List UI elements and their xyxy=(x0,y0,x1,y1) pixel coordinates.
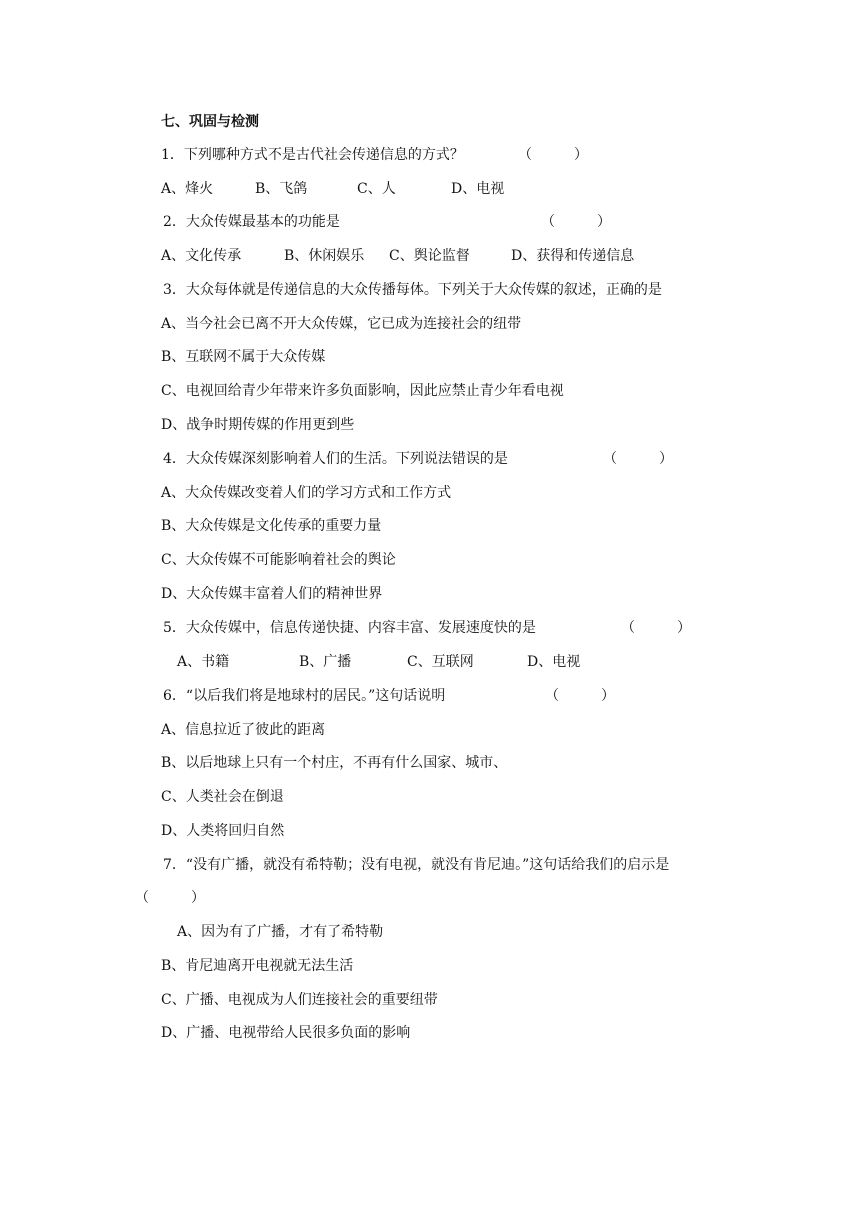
question-6-option-b: B、以后地球上只有一个村庄，不再有什么国家、城市、 xyxy=(161,755,508,771)
question-3-option-c: C、电视回给青少年带来许多负面影响，因此应禁止青少年看电视 xyxy=(161,383,564,399)
question-6-option-d: D、人类将回归自然 xyxy=(161,823,285,839)
question-4-answer-blank: （ ） xyxy=(603,451,673,467)
question-2-option-a: A、文化传承 xyxy=(161,248,242,264)
question-4-option-a: A、大众传媒改变着人们的学习方式和工作方式 xyxy=(161,485,452,501)
question-6-stem: 6．“以后我们将是地球村的居民。”这句话说明 xyxy=(163,688,446,704)
question-3-option-d: D、战争时期传媒的作用更到些 xyxy=(161,417,355,433)
question-7-stem: 7．“没有广播，就没有希特勒；没有电视，就没有肯尼迪。”这句话给我们的启示是 xyxy=(163,857,670,873)
question-1-answer-blank: （ ） xyxy=(518,147,588,163)
question-1-option-d: D、电视 xyxy=(451,181,505,197)
question-3-stem: 3．大众每体就是传递信息的大众传播每体。下列关于大众传媒的叙述，正确的是 xyxy=(163,282,662,298)
question-4-option-d: D、大众传媒丰富着人们的精神世界 xyxy=(161,586,383,602)
question-6-answer-blank: （ ） xyxy=(545,688,615,704)
question-5-option-a: A、书籍 xyxy=(177,654,230,670)
question-1-option-c: C、人 xyxy=(357,181,396,197)
question-1-stem: 1．下列哪种方式不是古代社会传递信息的方式？ xyxy=(161,147,464,163)
section-title: 七、巩固与检测 xyxy=(161,114,259,130)
question-6-option-c: C、人类社会在倒退 xyxy=(161,789,284,805)
question-1-options xyxy=(161,179,721,199)
question-4-stem: 4．大众传媒深刻影响着人们的生活。下列说法错误的是 xyxy=(163,451,508,467)
question-2-stem: 2．大众传媒最基本的功能是 xyxy=(163,214,340,230)
question-2-option-d: D、获得和传递信息 xyxy=(511,248,635,264)
question-5-option-c: C、互联网 xyxy=(407,654,474,670)
question-2-options xyxy=(161,246,721,266)
question-7-answer-blank: （ ） xyxy=(135,890,205,906)
question-2-answer-blank: （ ） xyxy=(541,214,611,230)
question-1-option-a: A、烽火 xyxy=(161,181,214,197)
question-6-option-a: A、信息拉近了彼此的距离 xyxy=(161,722,326,738)
question-7-option-c: C、广播、电视成为人们连接社会的重要纽带 xyxy=(161,992,438,1008)
question-7-option-d: D、广播、电视带给人民很多负面的影响 xyxy=(161,1025,411,1041)
question-5-options xyxy=(177,652,737,672)
question-5-option-d: D、电视 xyxy=(527,654,581,670)
question-5-stem: 5．大众传媒中，信息传递快捷、内容丰富、发展速度快的是 xyxy=(163,620,536,636)
question-1-option-b: B、飞鸽 xyxy=(255,181,308,197)
question-2-option-c: C、舆论监督 xyxy=(389,248,470,264)
question-4-option-b: B、大众传媒是文化传承的重要力量 xyxy=(161,518,382,534)
question-7-option-b: B、肯尼迪离开电视就无法生活 xyxy=(161,958,354,974)
question-5-option-b: B、广播 xyxy=(299,654,352,670)
question-5-answer-blank: （ ） xyxy=(621,620,691,636)
question-3-option-b: B、互联网不属于大众传媒 xyxy=(161,349,326,365)
question-7-option-a: A、因为有了广播，才有了希特勒 xyxy=(177,924,384,940)
question-3-option-a: A、当今社会已离不开大众传媒，它已成为连接社会的纽带 xyxy=(161,316,522,332)
question-2-option-b: B、休闲娱乐 xyxy=(284,248,365,264)
question-4-option-c: C、大众传媒不可能影响着社会的舆论 xyxy=(161,552,396,568)
